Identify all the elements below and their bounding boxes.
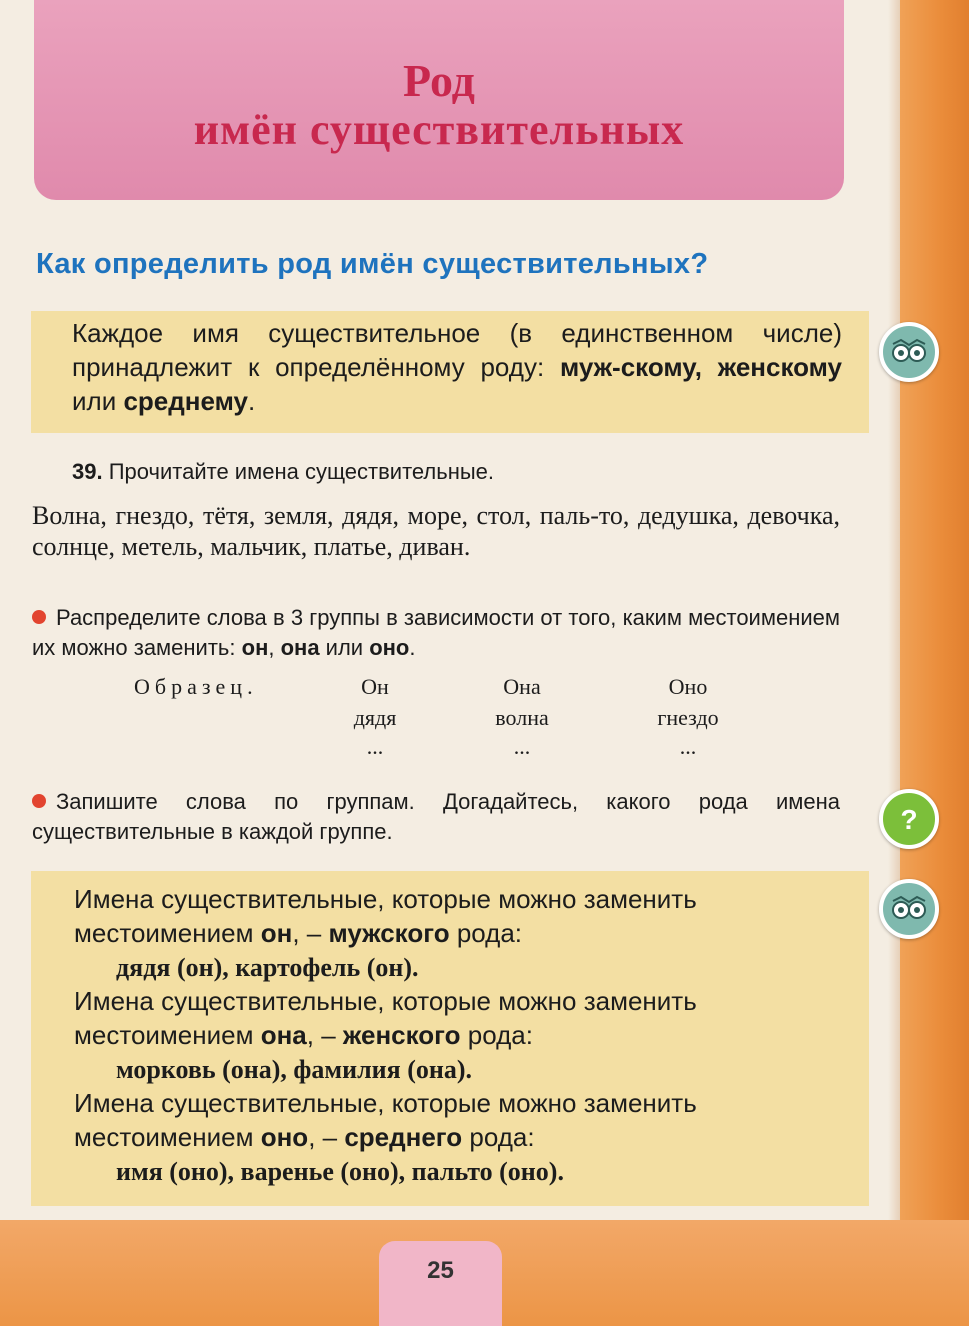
answer-fem-pre: местоимением [74,1020,261,1050]
answer-neut-dash: , – [308,1122,345,1152]
rule-text-mid: или [72,386,124,416]
rule-text [72,316,842,418]
answer-masc-line-1: Имена существительные, которые можно заменить [74,884,697,914]
answer-masc-pre: местоимением [74,918,261,948]
answer-fem-line-2 [74,1018,844,1052]
exercise-instruction: Прочитайте имена существительные. [108,459,495,484]
pronoun-ona: она [280,635,320,660]
sample-col-head-2: Она [503,674,541,699]
sample-col-head-1: Он [361,674,389,699]
pronoun-ono: оно [369,635,410,660]
answer-fem-line-1: Имена существительные, которые можно заменить [74,986,697,1016]
rule-text-end: . [247,386,256,416]
task-1-comma: , [268,635,281,660]
answer-masc-line-2 [74,916,844,950]
answer-masc-pronoun: он [260,918,293,948]
task-2 [32,787,840,847]
sample-col-more-1: ... [366,734,384,759]
answer-fem-gender: женского [342,1020,461,1050]
answer-fem-post: рода: [460,1020,533,1050]
answer-neut-pronoun: оно [260,1122,309,1152]
question-icon [879,789,939,849]
sample-col-example-3: гнездо [657,705,719,730]
rule-bold-neuter: среднему [123,386,248,416]
sample-col-example-2: волна [495,705,549,730]
page-number: 25 [427,1257,454,1284]
svg-text:?: ? [900,804,918,835]
exercise-words: Волна, гнездо, тётя, земля, дядя, море, стол, паль-то, дедушка, девочка, солнце, метель, мальчик, платье, диван. [32,501,840,561]
page-title-line-2: имён существительных [193,105,685,154]
task-1 [32,603,840,663]
sample-label: Образец. [134,674,258,699]
answer-fem-dash: , – [306,1020,343,1050]
answer-masc-gender: мужского [328,918,450,948]
sample-col-example-1: дядя [353,705,397,730]
section-question: Как определить род имён существительных? [36,248,709,280]
exercise-number: 39. [72,459,103,484]
answer-neut-line-1: Имена существительные, которые можно заменить [74,1088,697,1118]
answer-masc-dash: , – [292,918,329,948]
page-title-line-1: Род [403,55,475,106]
page-edge-shadow [888,0,900,1326]
answer-neut-gender: среднего [344,1122,463,1152]
answer-neut-line-2 [74,1120,844,1154]
answer-neut-examples: имя (оно), варенье (оно), пальто (оно). [116,1157,564,1186]
sample-col-head-3: Оно [668,674,708,699]
bullet-dot-icon [32,610,46,624]
task-1-end: . [409,635,416,660]
sample-col-more-3: ... [679,734,697,759]
task-1-or: или [319,635,370,660]
exercise-title [72,459,494,485]
rule-bold-masc-fem: муж-скому, женскому [559,352,843,382]
owl-icon [879,879,939,939]
task-1-text: Распределите слова в 3 группы в зависимости от того, каким местоимением их можно заменить: [32,605,840,660]
answer-neut-pre: местоимением [74,1122,261,1152]
task-2-text: Запишите слова по группам. Догадайтесь, какого рода имена существительные в каждой группе. [32,789,840,844]
rule-text-start: Каждое имя существительное (в единственном числе) принадлежит к определённому роду: [72,318,842,382]
page-edge-orange [900,0,969,1326]
answer-masc-examples: дядя (он), картофель (он). [116,953,419,982]
pronoun-on: он [241,635,269,660]
answer-fem-examples: морковь (она), фамилия (она). [116,1055,473,1084]
bullet-dot-icon [32,794,46,808]
answer-masc-post: рода: [449,918,523,948]
title-block [34,0,844,200]
answer-neut-post: рода: [462,1122,535,1152]
owl-icon [879,322,939,382]
sample-col-more-2: ... [513,734,531,759]
answer-fem-pronoun: она [260,1020,307,1050]
